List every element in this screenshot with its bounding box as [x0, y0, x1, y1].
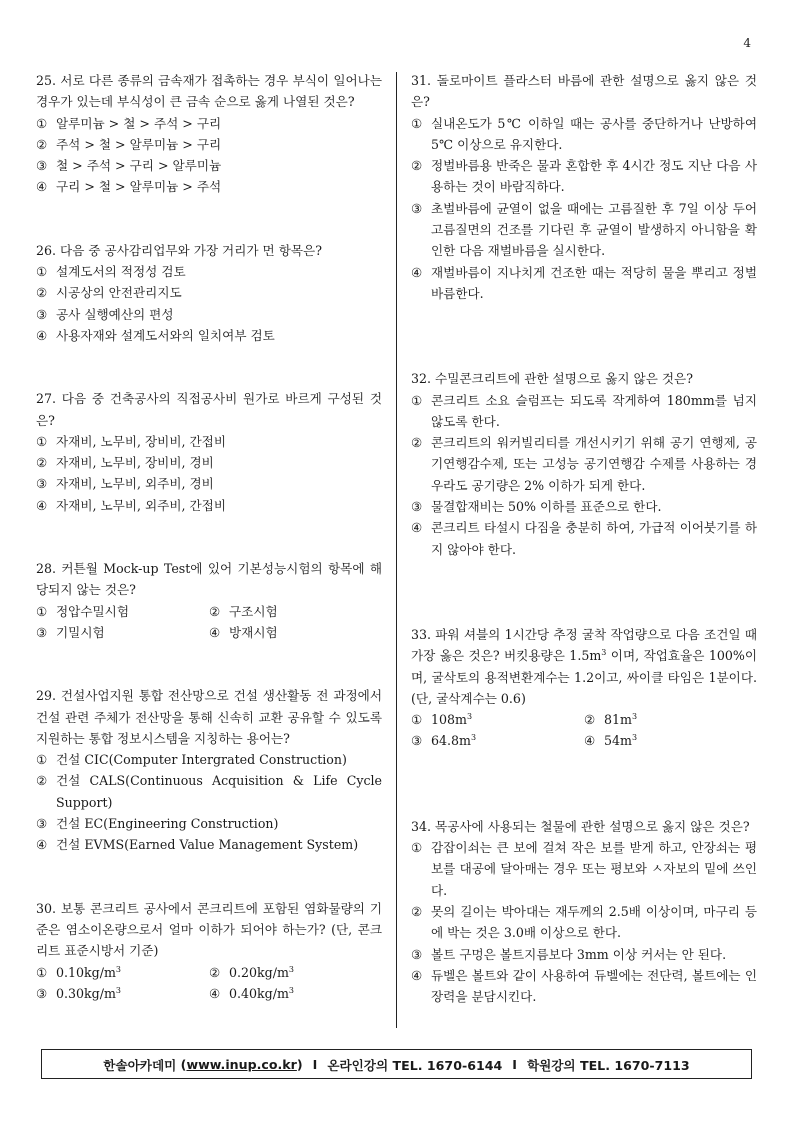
question-stem: 29. 건설사업지원 통합 전산망으로 건설 생산활동 전 과정에서 건설 관련 주체가 전산망을 통해 신속히 교환 공유할 수 있도록 지원하는 통합 정보시스템을 지칭하는 용어는?: [36, 688, 382, 746]
option-1: ① $0.10kg/m^3$: [36, 964, 122, 980]
footer-separator: I: [312, 1056, 318, 1072]
option-2: ② 정벌바름용 반죽은 물과 혼합한 후 4시간 정도 지난 다음 사용하는 것이 바람직하다.: [411, 158, 757, 195]
option-4: ④ $0.40kg/m^3$: [209, 985, 295, 1001]
online-lecture-phone: 온라인강의 TEL. 1670-6144: [327, 1057, 503, 1073]
option-1: ① 설계도서의 적정성 검토: [36, 264, 186, 280]
option-1: ① 건설 CIC(Computer Intergrated Construction): [36, 752, 347, 768]
option-2: ② 자재비, 노무비, 장비비, 경비: [36, 455, 214, 471]
footer-contact-box: 한솔아카데미 ( www.inup.co.kr ) I 온라인강의 TEL. 1670-6144 I 학원강의 TEL. 1670-7113: [41, 1049, 752, 1079]
question-34: [411, 816, 757, 1008]
question-stem: 28. 커튼월 Mock-up Test에 있어 기본성능시험의 항목에 해당되지 않는 것은?: [36, 561, 382, 598]
option-3: ③ 물결합재비는 50% 이하를 표준으로 한다.: [411, 499, 662, 515]
question-stem: 26. 다음 중 공사감리업무와 가장 거리가 먼 항목은?: [36, 242, 322, 258]
option-2: ② 시공상의 안전관리지도: [36, 285, 182, 301]
question-26: [36, 240, 382, 346]
offline-lecture-phone: 학원강의 TEL. 1670-7113: [526, 1057, 690, 1073]
option-4: ④ 콘크리트 타설시 다짐을 충분히 하여, 가급적 이어붓기를 하지 않아야 한다.: [411, 520, 757, 557]
option-4: ④ $54m^3$: [584, 733, 638, 749]
option-4: ④ 재벌바름이 지나치게 건조한 때는 적당히 물을 뿌리고 정벌바름한다.: [411, 264, 757, 301]
option-3: ③ 자재비, 노무비, 외주비, 경비: [36, 476, 214, 492]
option-3: ③ 건설 EC(Engineering Construction): [36, 816, 279, 832]
option-3: ③ $0.30kg/m^3$: [36, 985, 122, 1001]
question-stem: 32. 수밀콘크리트에 관한 설명으로 옳지 않은 것은?: [411, 371, 693, 387]
option-4: ④ 건설 EVMS(Earned Value Management System): [36, 837, 359, 853]
option-4: ④ 구리 > 철 > 알루미늄 > 주석: [36, 179, 222, 195]
question-27: [36, 388, 382, 516]
option-1: ① 감잡이쇠는 큰 보에 걸쳐 작은 보를 받게 하고, 안장쇠는 평보를 대공에 달아매는 경우 또는 평보와 ㅅ자보의 밑에 쓰인다.: [411, 840, 757, 898]
left-column: [36, 70, 382, 1004]
option-1: ① $108m^3$: [411, 711, 473, 728]
option-3: ③ $64.8m^3$: [411, 733, 477, 749]
option-3: ③ 볼트 구멍은 볼트지름보다 3mm 이상 커서는 안 된다.: [411, 946, 727, 962]
page-number: 4: [743, 36, 751, 50]
option-3: ③ 철 > 주석 > 구리 > 알루미늄: [36, 158, 222, 174]
question-32: [411, 368, 757, 560]
option-1: ① 알루미늄 > 철 > 주석 > 구리: [36, 115, 222, 131]
right-column: [411, 70, 757, 1007]
column-divider: [396, 72, 397, 1028]
academy-name: 한솔아카데미: [103, 1057, 177, 1073]
question-28: [36, 558, 382, 643]
option-1: ① 정압수밀시험: [36, 603, 129, 619]
footer-separator: I: [512, 1056, 517, 1072]
option-3: ③ 기밀시험: [36, 624, 105, 640]
option-4: ④ 자재비, 노무비, 외주비, 간접비: [36, 497, 227, 513]
option-4: ④ 사용자재와 설계도서와의 일치여부 검토: [36, 327, 275, 343]
question-29: [36, 685, 382, 855]
question-25: [36, 70, 382, 198]
option-1: ① 콘크리트 소요 슬럼프는 되도록 작게하여 180mm를 넘지 않도록 한다.: [411, 392, 757, 429]
question-stem: 33. 파워 셔블의 1시간당 추정 굴착 작업량으로 다음 조건일 때 가장 옳은 것은? 버킷용량은 $1.5m^3$ 이며, 작업효율은 100%이며, 굴삭토의 용적변환계수는 1.2이고, 싸이클 타임은 1분이다. (단, 굴삭계수는 0.6): [411, 626, 758, 706]
academy-website-link[interactable]: www.inup.co.kr: [186, 1056, 297, 1072]
question-31: [411, 70, 757, 304]
option-4: ④ 듀벨은 볼트와 같이 사용하여 듀벨에는 전단력, 볼트에는 인장력을 분담시킨다.: [411, 967, 757, 1005]
option-2: ② 구조시험: [209, 603, 278, 619]
option-2: ② $0.20kg/m^3$: [209, 964, 295, 980]
option-2: ② 콘크리트의 워커빌리티를 개선시키기 위해 공기 연행제, 공기연행감수제, 또는 고성능 공기연행감 수제를 사용하는 경우라도 공기량은 2% 이하가 되게 한다.: [411, 435, 757, 493]
option-1: ① 자재비, 노무비, 장비비, 간접비: [36, 433, 227, 449]
option-1: ① 실내온도가 5℃ 이하일 때는 공사를 중단하거나 난방하여 5℃ 이상으로 유지한다.: [411, 115, 757, 152]
option-2: ② 못의 길이는 박아대는 재두께의 2.5배 이상이며, 마구리 등에 박는 것은 3.0배 이상으로 한다.: [411, 903, 757, 941]
question-stem: 27. 다음 중 건축공사의 직접공사비 원가로 바르게 구성된 것은?: [36, 391, 382, 428]
option-3: ③ 공사 실행예산의 편성: [36, 306, 174, 322]
question-stem: 31. 돌로마이트 플라스터 바름에 관한 설명으로 옳지 않은 것은?: [411, 73, 757, 110]
option-2: ② 주석 > 철 > 알루미늄 > 구리: [36, 136, 222, 152]
question-33: [411, 624, 757, 752]
option-4: ④ 방재시험: [209, 624, 278, 640]
option-3: ③ 초벌바름에 균열이 없을 때에는 고름질한 후 7일 이상 두어 고름질면의 건조를 기다린 후 균열이 발생하지 아니함을 확인한 다음 재벌바름을 실시한다.: [411, 200, 757, 259]
question-stem: 34. 목공사에 사용되는 철물에 관한 설명으로 옳지 않은 것은?: [411, 818, 750, 834]
option-2: ② $81m^3$: [584, 711, 638, 728]
question-stem: 30. 보통 콘크리트 공사에서 콘크리트에 포함된 염화물량의 기준은 염소이온량으로서 얼마 이하가 되어야 하는가? (단, 콘크리트 표준시방서 기준): [36, 900, 382, 959]
question-stem: 25. 서로 다른 종류의 금속재가 접촉하는 경우 부식이 일어나는 경우가 있는데 부식성이 큰 금속 순으로 옳게 나열된 것은?: [36, 73, 382, 110]
option-2: ② 건설 CALS(Continuous Acquisition & Life Cycle Support): [36, 773, 382, 810]
question-30: [36, 898, 382, 1004]
